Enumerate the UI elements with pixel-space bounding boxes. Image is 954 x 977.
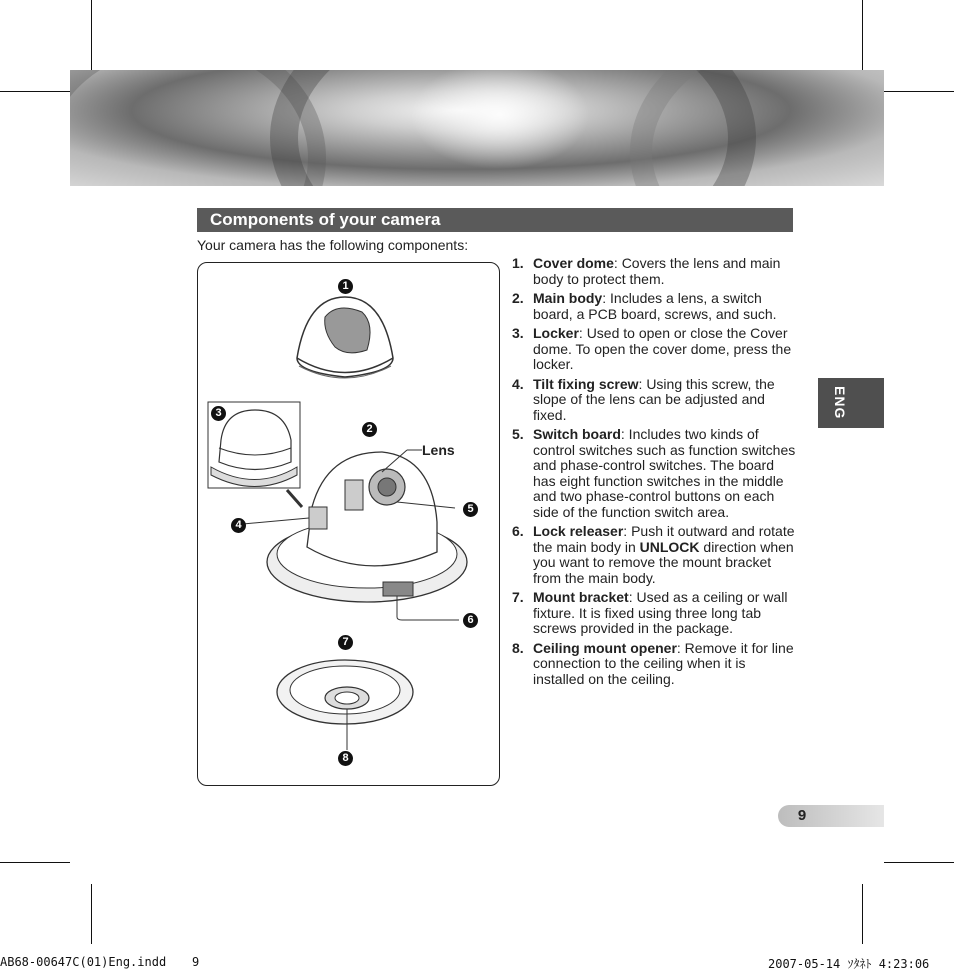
badge-switch-board: 5 [463,502,478,517]
list-item: 6. Lock releaser: Push it outward and rotate the main body in UNLOCK direction when you want to remove the mount bracket from the main body. [512,523,795,586]
badge-tilt-fixing-screw: 4 [231,518,246,533]
header-photo-banner [70,70,884,186]
badge-main-body: 2 [362,422,377,437]
list-item: 1. Cover dome: Covers the lens and main body to protect them. [512,255,781,287]
badge-cover-dome: 1 [338,279,353,294]
list-item: 5. Switch board: Includes two kinds of control switches such as function switches and phase-control switches. The board has eight function switches in the middle and two phase-control buttons on each side of the function switch area. [512,426,796,520]
crop-mark [91,0,92,70]
mount-bracket-drawing [277,660,413,724]
crop-mark [862,0,863,70]
components-list [512,256,797,691]
list-item: 7. Mount bracket: Used as a ceiling or wall fixture. It is fixed using three long tab screws provided in the package. [512,589,788,636]
badge-lock-releaser: 6 [463,613,478,628]
list-item: 8. Ceiling mount opener: Remove it for line connection to the ceiling when it is installed on the ceiling. [512,639,794,687]
slug-filename: AB68-00647C(01)Eng.indd [0,955,167,969]
page-number: 9 [797,807,807,824]
badge-locker: 3 [211,406,226,421]
badge-mount-bracket: 7 [338,635,353,650]
crop-mark [884,862,954,863]
crop-mark [0,91,70,92]
slug-datetime: 2007-05-14 ｿﾀﾈﾄ 4:23:06 [768,957,930,971]
language-tab-label: ENG [832,386,848,420]
list-item: 3. Locker: Used to open or close the Cover dome. To open the cover dome, press the locker. [512,325,792,372]
crop-mark [862,884,863,944]
slug-page: 9 [192,955,200,969]
badge-ceiling-mount-opener: 8 [338,751,353,766]
list-item: 2. Main body: Includes a lens, a switch board, a PCB board, screws, and such. [512,290,777,322]
lens-label: Lens [422,442,455,458]
cover-dome-drawing [297,297,393,378]
section-title: Components of your camera [210,210,441,229]
intro-text: Your camera has the following components: [197,237,469,253]
crop-mark [91,884,92,944]
crop-mark [884,91,954,92]
list-item: 4. Tilt fixing screw: Using this screw, the slope of the lens can be adjusted and fixed. [512,375,775,423]
crop-mark [0,862,70,863]
